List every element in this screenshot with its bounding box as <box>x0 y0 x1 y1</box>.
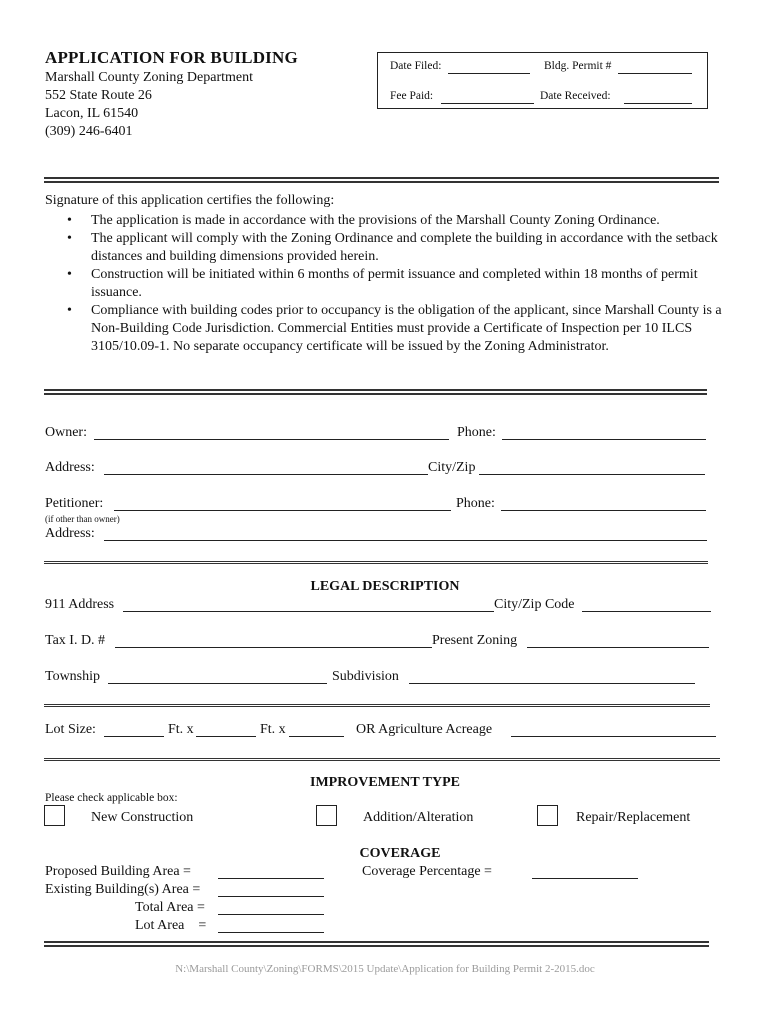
repair-replacement-label: Repair/Replacement <box>576 810 691 825</box>
lot-size-label: Lot Size: <box>45 722 96 737</box>
divider <box>44 704 710 707</box>
tax-id-label: Tax I. D. # <box>45 633 106 648</box>
bldg-permit-field[interactable] <box>618 73 692 74</box>
subdivision-field[interactable] <box>409 683 695 684</box>
certification-item: • Construction will be initiated within 6 months of permit issuance and completed within 18 months of permit issuance. <box>45 266 725 302</box>
certification-list <box>45 212 725 356</box>
address-911-label: 911 Address <box>45 597 115 612</box>
bldg-permit-label: Bldg. Permit # <box>544 60 612 72</box>
petitioner-field[interactable] <box>114 510 451 511</box>
cityzip-code-label: City/Zip Code <box>494 597 575 612</box>
addition-alteration-label: Addition/Alteration <box>363 810 474 825</box>
ft-x-label: Ft. x <box>168 722 194 737</box>
divider <box>44 561 708 564</box>
department-street: 552 State Route 26 <box>45 88 152 103</box>
certification-intro: Signature of this application certifies the following: <box>45 193 335 208</box>
date-received-label: Date Received: <box>540 90 611 102</box>
petitioner-phone-label: Phone: <box>456 496 495 511</box>
existing-area-label: Existing Building(s) Area = <box>45 882 201 897</box>
date-filed-field[interactable] <box>448 73 530 74</box>
cityzip-code-field[interactable] <box>582 611 711 612</box>
petitioner-label: Petitioner: <box>45 496 104 511</box>
addition-alteration-checkbox[interactable] <box>316 805 337 826</box>
certification-item: • The applicant will comply with the Zoning Ordinance and complete the building in accordance with the setback distances and building dimensions provided herein. <box>45 230 725 266</box>
lot-size-width-field[interactable] <box>104 736 164 737</box>
owner-label: Owner: <box>45 425 87 440</box>
petitioner-address-field[interactable] <box>104 540 707 541</box>
proposed-area-label: Proposed Building Area = <box>45 864 191 879</box>
township-label: Township <box>45 669 101 684</box>
certification-item: • Compliance with building codes prior to occupancy is the obligation of the applicant, since Marshall County is a Non-Building Code Jurisdiction. Commercial Entities must provide a Certificate of Inspection per 10 ILCS 3105/10.09-1. No separate occupancy certificate will be issued by the Zoning Administrator. <box>45 302 725 356</box>
fee-paid-field[interactable] <box>441 103 534 104</box>
ft-x-label: Ft. x <box>260 722 286 737</box>
township-field[interactable] <box>108 683 327 684</box>
subdivision-label: Subdivision <box>332 669 399 684</box>
improvement-type-heading: IMPROVEMENT TYPE <box>310 775 460 790</box>
owner-cityzip-label: City/Zip <box>428 460 476 475</box>
check-instruction: Please check applicable box: <box>45 792 178 804</box>
lot-size-depth-field[interactable] <box>196 736 256 737</box>
petitioner-note: (if other than owner) <box>45 514 120 524</box>
lot-area-label: Lot Area = <box>135 918 207 933</box>
petitioner-phone-field[interactable] <box>501 510 706 511</box>
existing-area-field[interactable] <box>218 896 324 897</box>
lot-area-field[interactable] <box>218 932 324 933</box>
office-use-box <box>377 52 708 109</box>
tax-id-field[interactable] <box>115 647 432 648</box>
agriculture-acreage-field[interactable] <box>511 736 716 737</box>
fee-paid-label: Fee Paid: <box>390 90 434 102</box>
address-911-field[interactable] <box>123 611 494 612</box>
owner-phone-label: Phone: <box>457 425 496 440</box>
present-zoning-field[interactable] <box>527 647 709 648</box>
agriculture-acreage-label: OR Agriculture Acreage <box>356 722 493 737</box>
department-phone: (309) 246-6401 <box>45 124 133 139</box>
new-construction-label: New Construction <box>91 810 194 825</box>
owner-phone-field[interactable] <box>502 439 706 440</box>
divider <box>44 941 709 947</box>
owner-address-field[interactable] <box>104 474 428 475</box>
owner-address-label: Address: <box>45 460 95 475</box>
petitioner-address-label: Address: <box>45 526 95 541</box>
divider <box>44 758 720 761</box>
total-area-label: Total Area = <box>135 900 205 915</box>
legal-description-heading: LEGAL DESCRIPTION <box>310 579 460 594</box>
form-title: APPLICATION FOR BUILDING <box>45 48 298 67</box>
divider <box>44 389 707 395</box>
owner-cityzip-field[interactable] <box>479 474 705 475</box>
proposed-area-field[interactable] <box>218 878 324 879</box>
date-filed-label: Date Filed: <box>390 60 442 72</box>
file-path-footer: N:\Marshall County\Zoning\FORMS\2015 Update\Application for Building Permit 2-2015.doc <box>175 963 595 975</box>
coverage-heading: COVERAGE <box>359 846 441 861</box>
divider <box>44 177 719 183</box>
owner-field[interactable] <box>94 439 449 440</box>
lot-size-third-field[interactable] <box>289 736 344 737</box>
coverage-percentage-field[interactable] <box>532 878 638 879</box>
coverage-percentage-label: Coverage Percentage = <box>362 864 492 879</box>
repair-replacement-checkbox[interactable] <box>537 805 558 826</box>
certification-item: • The application is made in accordance with the provisions of the Marshall County Zoning Ordinance. <box>45 212 725 230</box>
date-received-field[interactable] <box>624 103 692 104</box>
department-city: Lacon, IL 61540 <box>45 106 139 121</box>
total-area-field[interactable] <box>218 914 324 915</box>
new-construction-checkbox[interactable] <box>44 805 65 826</box>
present-zoning-label: Present Zoning <box>432 633 518 648</box>
department-name: Marshall County Zoning Department <box>45 70 254 85</box>
